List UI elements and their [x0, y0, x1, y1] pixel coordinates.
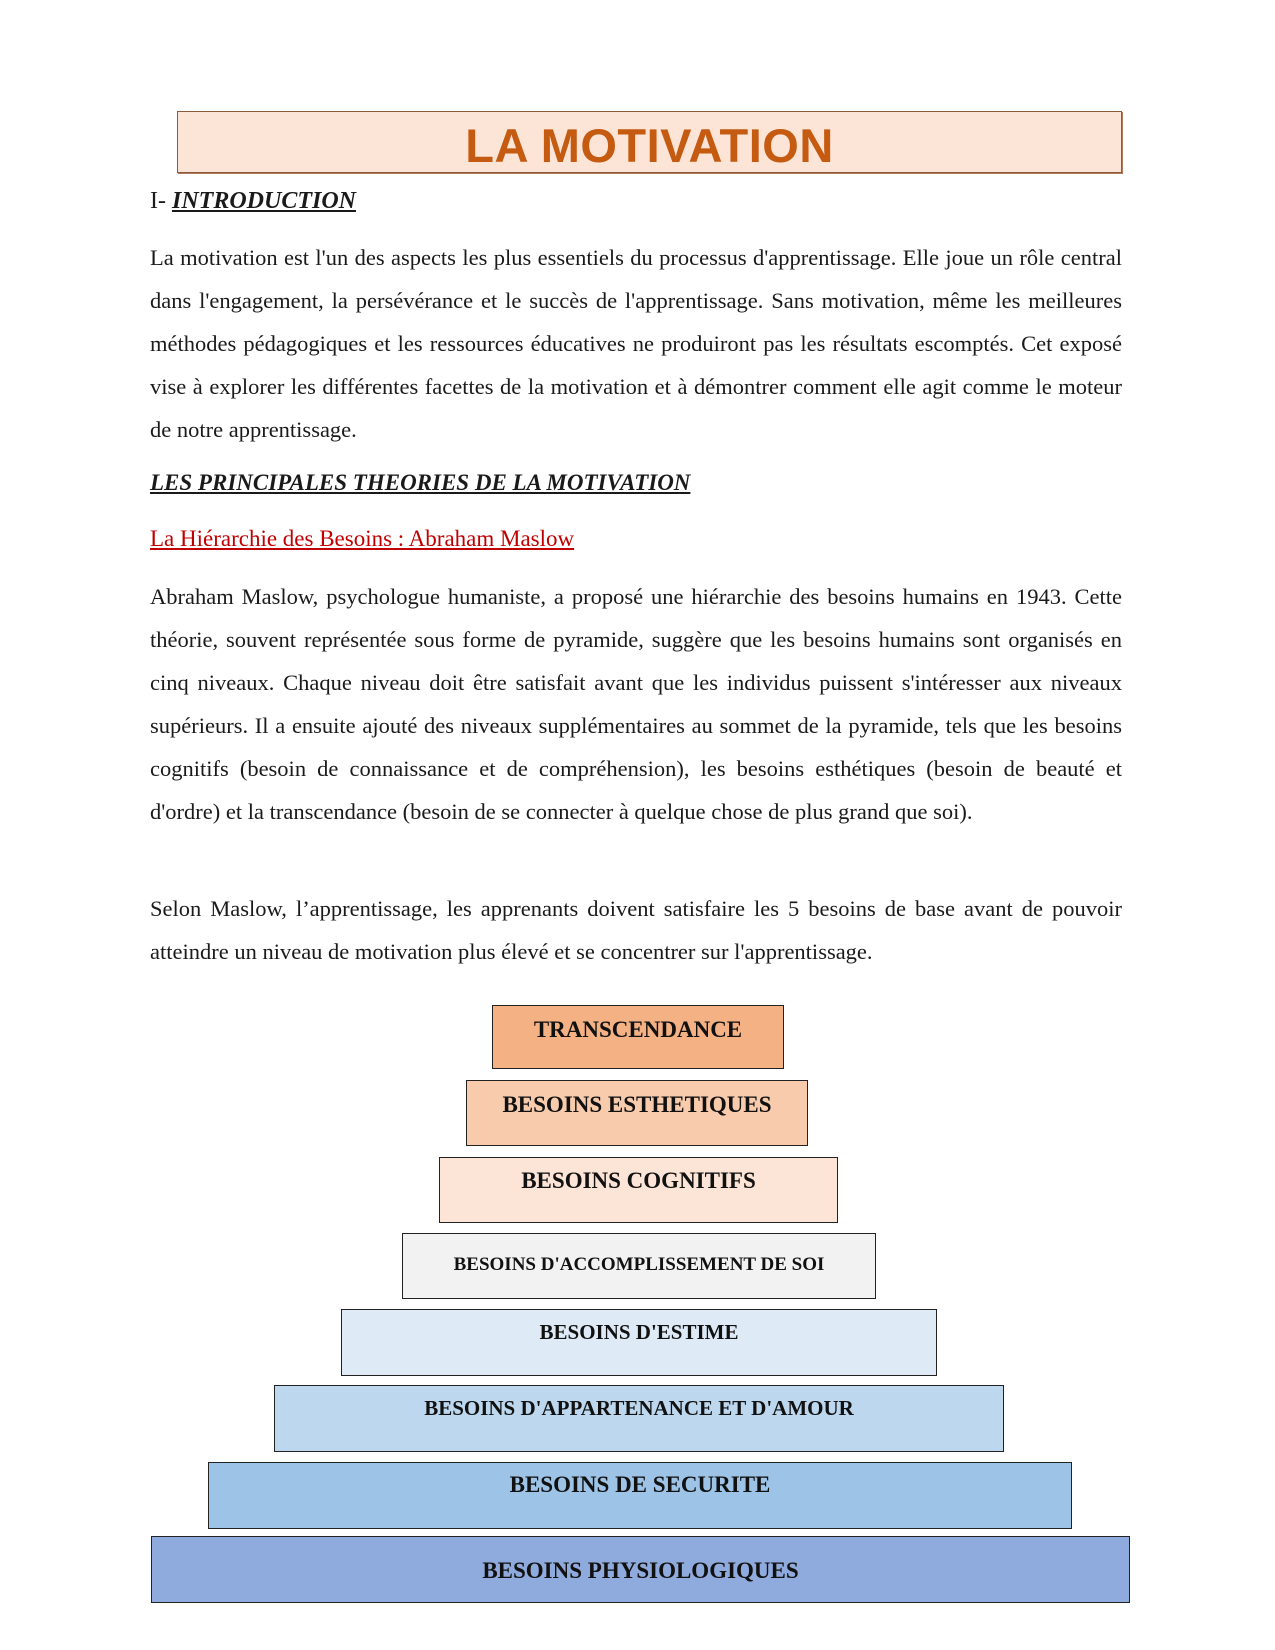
intro-paragraph: La motivation est l'un des aspects les plus essentiels du processus d'apprentissage. Elle joue un rôle central dans l'engagement, la persévérance et le succès de l'apprentissage. Sans motivation, même les meilleures méthodes pédagogiques et les ressources éducatives ne produiront pas les résultats escomptés. Cet exposé vise à explorer les différentes facettes de la motivation et à démontrer comment elle agit comme le moteur de notre apprentissage.	[150, 245, 1122, 442]
pyramid-level-label: BESOINS DE SECURITE	[509, 1472, 771, 1497]
pyramid-level-label: BESOINS PHYSIOLOGIQUES	[482, 1558, 799, 1583]
pyramid-level-label: BESOINS COGNITIFS	[521, 1168, 756, 1193]
pyramid-level-appartenance	[274, 1385, 1004, 1452]
pyramid-level-label: BESOINS D'APPARTENANCE ET D'AMOUR	[424, 1396, 854, 1420]
pyramid-level-securite	[208, 1462, 1072, 1529]
pyramid-level-label: BESOINS D'ACCOMPLISSEMENT DE SOI	[453, 1254, 825, 1275]
title-box	[177, 111, 1122, 173]
pyramid-level-label: BESOINS ESTHETIQUES	[502, 1092, 772, 1117]
pyramid-level-esthetiques	[466, 1080, 808, 1146]
pyramid-level-physiologiques	[151, 1536, 1130, 1603]
section-heading-text: INTRODUCTION	[171, 188, 356, 214]
section-number: I-	[150, 188, 172, 214]
pyramid-level-cognitifs	[439, 1157, 838, 1223]
pyramid-level-estime	[341, 1309, 937, 1376]
pyramid-level-label: BESOINS D'ESTIME	[539, 1320, 739, 1344]
pyramid-level-label: TRANSCENDANCE	[533, 1017, 743, 1042]
theories-heading: LES PRINCIPALES THEORIES DE LA MOTIVATION	[150, 470, 691, 495]
maslow-paragraph: Abraham Maslow, psychologue humaniste, a proposé une hiérarchie des besoins humains en 1943. Cette théorie, souvent représentée sous forme de pyramide, suggère que les besoins humains sont organisés en cinq niveaux. Chaque niveau doit être satisfait avant que les individus puissent s'intéresser aux niveaux supérieurs. Il a ensuite ajouté des niveaux supplémentaires au sommet de la pyramide, tels que les besoins cognitifs (besoin de connaissance et de compréhension), les besoins esthétiques (besoin de beauté et d'ordre) et la transcendance (besoin de se connecter à quelque chose de plus grand que soi).	[150, 584, 1122, 824]
pyramid-level-transcendance	[492, 1005, 784, 1069]
section-heading-introduction	[150, 188, 356, 215]
selon-maslow-paragraph: Selon Maslow, l’apprentissage, les apprenants doivent satisfaire les 5 besoins de base avant de pouvoir atteindre un niveau de motivation plus élevé et se concentrer sur l'apprentissage.	[150, 896, 1122, 964]
pyramid-level-accomplissement	[402, 1233, 876, 1299]
document-title: LA MOTIVATION	[465, 118, 834, 172]
maslow-subheading: La Hiérarchie des Besoins : Abraham Maslow	[150, 526, 575, 551]
